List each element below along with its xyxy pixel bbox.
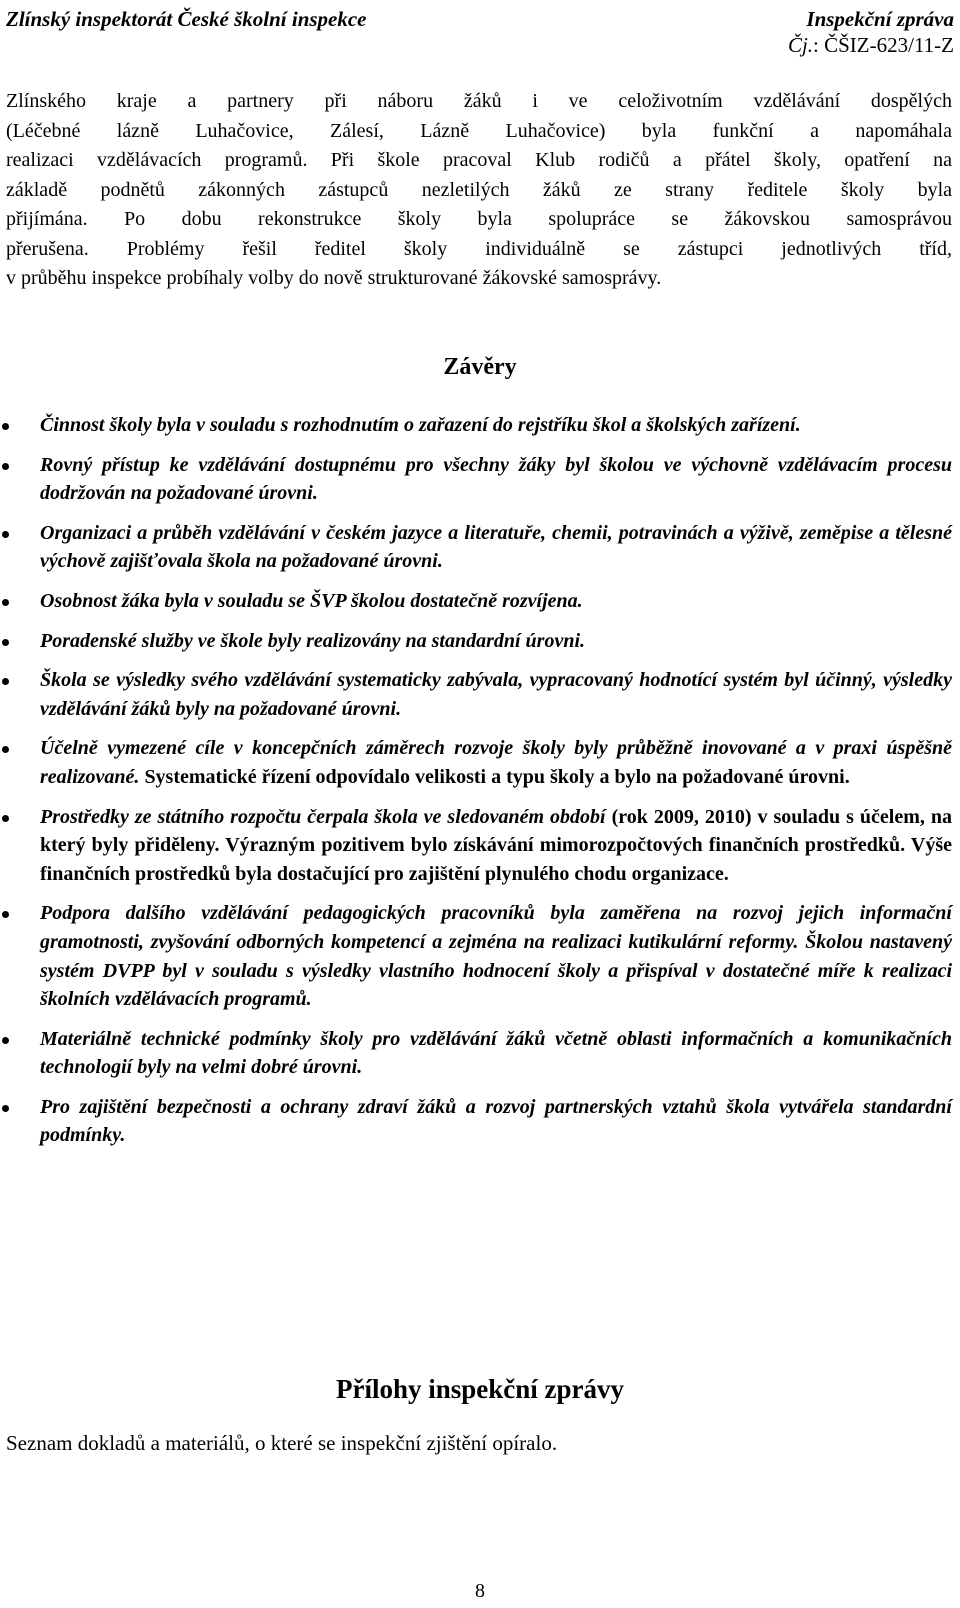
- conclusion-item: [0, 627, 952, 656]
- bullet-icon: [2, 463, 9, 470]
- conclusion-text: Škola se výsledky svého vzdělávání systematicky zabývala, vypracovaný hodnotící systém byl účinný, výsledky vzdělávání žáků byly na požadované úrovni.: [40, 669, 952, 720]
- conclusion-text: Poradenské služby ve škole byly realizovány na standardní úrovni.: [40, 629, 586, 652]
- conclusion-text: Pro zajištění bezpečnosti a ochrany zdraví žáků a rozvoj partnerských vztahů škola vytvářela standardní podmínky.: [40, 1095, 952, 1147]
- conclusion-text: Podpora dalšího vzdělávání pedagogických pracovníků byla zaměřena na rozvoj jejich informační gramotnosti, zvyšování odborných kompetencí a zejména na realizaci kutikulární reformy. Školou nastavený systém DVPP byl v souladu s výsledky vlastního hodnocení školy a přispíval v dostatečné míře k realizaci školních vzdělávacích programů.: [40, 902, 952, 1011]
- conclusions-heading: Závěry: [443, 354, 517, 380]
- conclusion-item: [0, 519, 952, 576]
- header-reference-prefix: Čj.: [787, 33, 814, 57]
- conclusion-item: [0, 899, 952, 1013]
- conclusion-text: Činnost školy byla v souladu s rozhodnutím o zařazení do rejstříku škol a školských zařízení.: [40, 414, 801, 436]
- page-header: [6, 6, 954, 66]
- bullet-icon: [2, 678, 9, 685]
- intro-line: základě podnětů zákonných zástupců nezletilých žáků ze strany ředitele školy byla: [6, 178, 952, 201]
- bullet-icon: [2, 423, 9, 430]
- conclusion-text: Organizaci a průběh vzdělávání v českém jazyce a literatuře, chemii, potravinách a výživě, zeměpise a tělesné výchově zajišťovala škola na požadované úrovni.: [40, 521, 952, 573]
- page-number: 8: [475, 1580, 485, 1602]
- conclusion-text: Prostředky ze státního rozpočtu čerpala škola ve sledovaném období: [40, 805, 606, 828]
- conclusion-item: [0, 803, 952, 889]
- appendix-heading: Přílohy inspekční zprávy: [335, 1374, 625, 1404]
- conclusion-text-tail: (rok 2009, 2010) v souladu s účelem, na který byly přiděleny. Výrazným pozitivem bylo získávání mimorozpočtových finančních prostředků. Výše finančních prostředků byla dostačující pro zajištění plynulého chodu organizace.: [40, 805, 952, 885]
- intro-line: realizaci vzdělávacích programů. Při škole pracoval Klub rodičů a přátel školy, opatření na: [6, 149, 952, 171]
- header-report-info: [788, 6, 954, 58]
- conclusions-list: [0, 411, 952, 1161]
- intro-line: v průběhu inspekce probíhaly volby do nově strukturované žákovské samosprávy.: [6, 267, 662, 289]
- appendix-text: Seznam dokladů a materiálů, o které se inspekční zjištění opíralo.: [6, 1431, 558, 1455]
- conclusion-text-tail: Systematické řízení odpovídalo velikosti a typu školy a bylo na požadované úrovni.: [139, 765, 850, 788]
- intro-paragraph: [6, 87, 952, 294]
- intro-line: (Léčebné lázně Luhačovice, Zálesí, Lázně Luhačovice) byla funkční a napomáhala: [6, 119, 952, 142]
- conclusion-item: [0, 1093, 952, 1150]
- bullet-icon: [2, 911, 9, 918]
- bullet-icon: [2, 815, 9, 822]
- header-reference: [788, 32, 954, 58]
- intro-line: Zlínského kraje a partnery při náboru žáků i ve celoživotním vzdělávání dospělých: [6, 90, 952, 112]
- conclusion-item: [0, 587, 952, 616]
- header-reference-number: : ČŠIZ-623/11-Z: [813, 33, 954, 57]
- conclusion-text: Osobnost žáka byla v souladu se ŠVP školou dostatečně rozvíjena.: [40, 589, 583, 612]
- bullet-icon: [2, 599, 9, 606]
- conclusion-item: [0, 1025, 952, 1082]
- bullet-icon: [2, 746, 9, 753]
- conclusion-item: [0, 411, 952, 440]
- header-inspectorate: Zlínský inspektorát České školní inspekce: [6, 7, 367, 31]
- conclusion-item: [0, 734, 952, 791]
- conclusion-text: Účelně vymezené cíle v koncepčních záměrech rozvoje školy byly průběžně inovované a v praxi úspěšně realizované.: [40, 737, 952, 788]
- bullet-icon: [2, 531, 9, 538]
- conclusion-item: [0, 451, 952, 508]
- bullet-icon: [2, 1105, 9, 1112]
- conclusion-item: [0, 666, 952, 723]
- conclusion-text: Rovný přístup ke vzdělávání dostupnému pro všechny žáky byl školou ve výchovně vzdělávacím procesu dodržován na požadované úrovni.: [40, 453, 952, 505]
- bullet-icon: [2, 639, 9, 646]
- header-report-type: Inspekční zpráva: [806, 7, 954, 31]
- intro-line: přijímána. Po dobu rekonstrukce školy byla spolupráce se žákovskou samosprávou: [6, 208, 952, 230]
- intro-line: přerušena. Problémy řešil ředitel školy individuálně se zástupci jednotlivých tříd,: [6, 237, 952, 260]
- conclusion-text: Materiálně technické podmínky školy pro vzdělávání žáků včetně oblasti informačních a komunikačních technologií byly na velmi dobré úrovni.: [40, 1027, 952, 1079]
- bullet-icon: [2, 1037, 9, 1044]
